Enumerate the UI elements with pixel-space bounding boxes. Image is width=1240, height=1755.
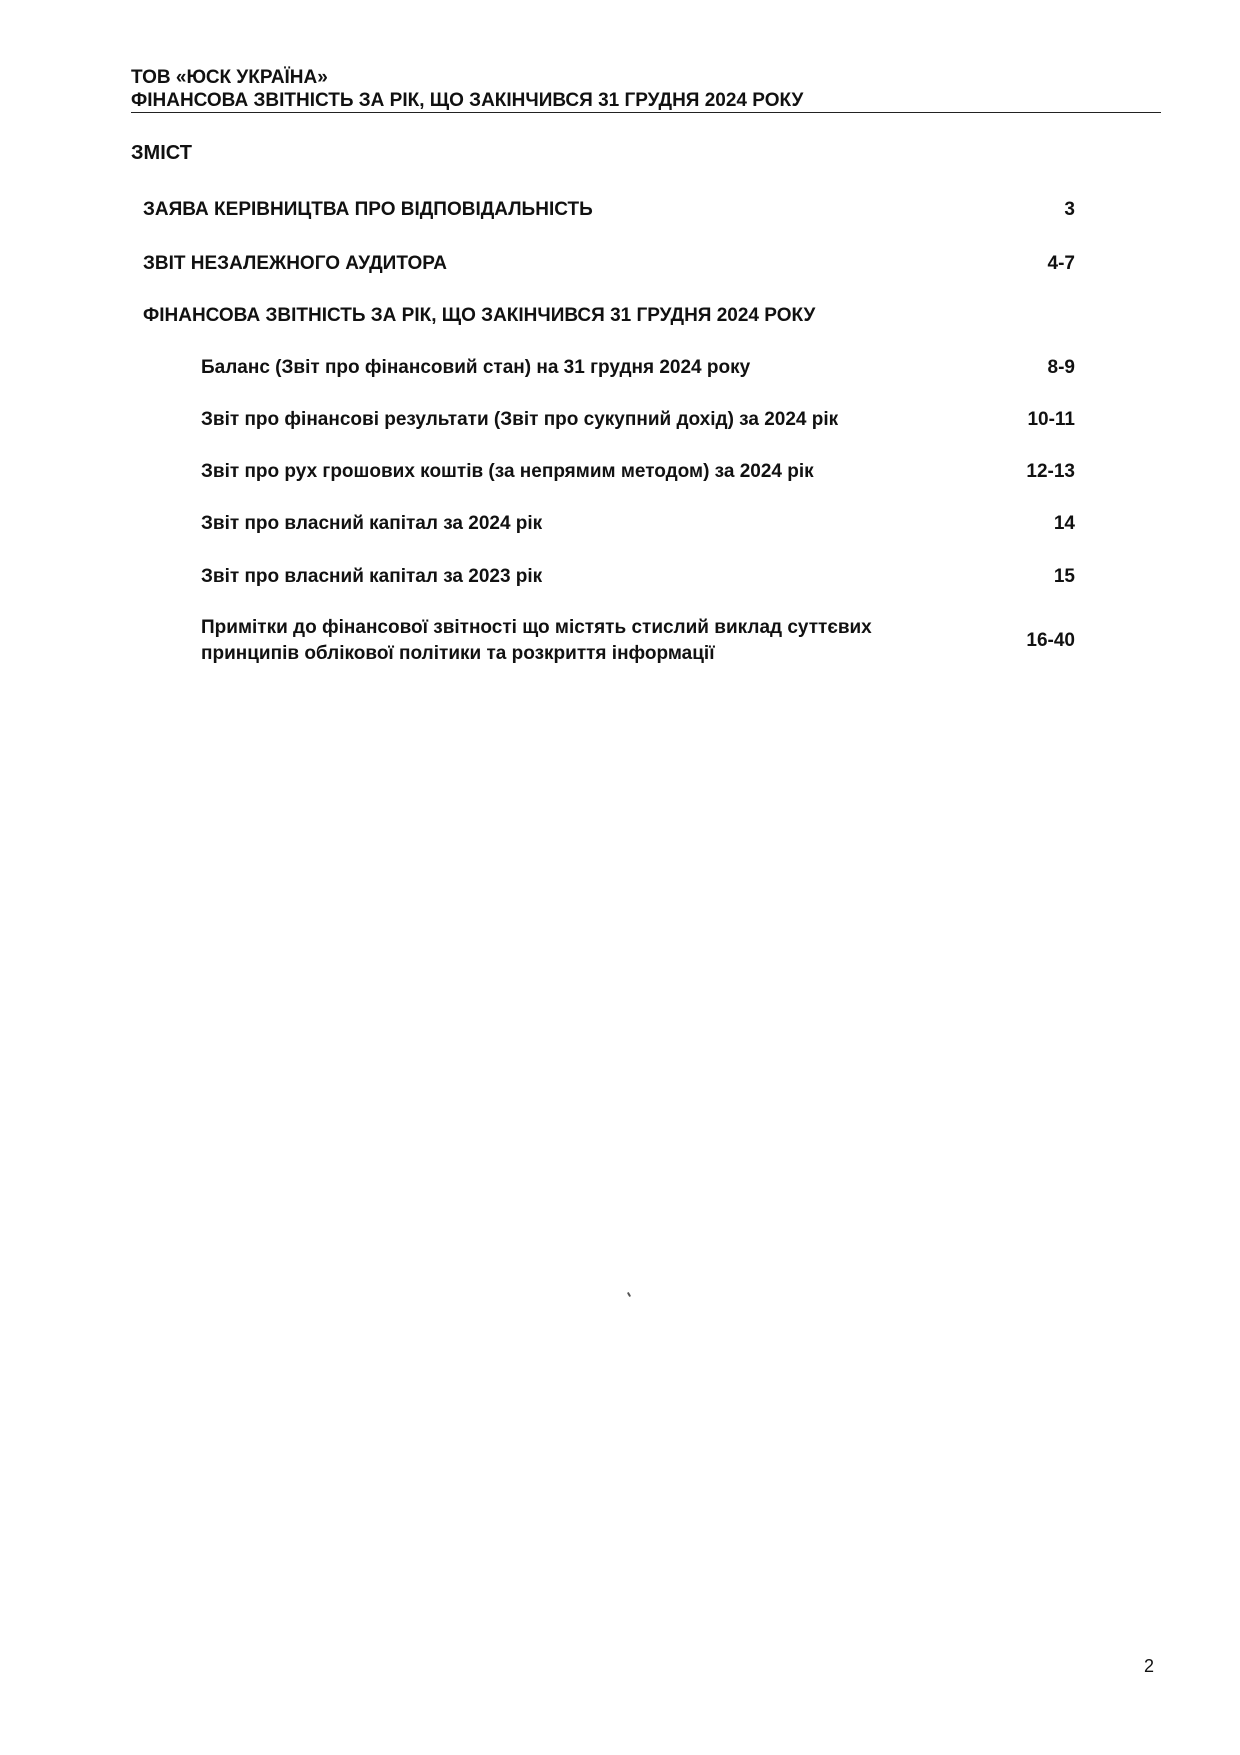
toc-entry-label: Звіт про власний капітал за 2023 рік: [201, 566, 543, 587]
scan-speck: [627, 1292, 631, 1297]
company-name: ТОВ «ЮСК УКРАЇНА»: [131, 67, 328, 88]
toc-entry-label: Звіт про рух грошових коштів (за непрямим методом) за 2024 рік: [201, 461, 814, 482]
toc-entry-label: Баланс (Звіт про фінансовий стан) на 31 грудня 2024 року: [201, 357, 751, 378]
toc-entry-pages: 14: [1053, 513, 1075, 534]
toc-entry-label: Звіт про фінансові результати (Звіт про сукупний дохід) за 2024 рік: [201, 409, 839, 430]
toc-entry-label: Звіт про власний капітал за 2024 рік: [201, 513, 543, 534]
toc-entry-label: Примітки до фінансової звітності що містять стислий виклад суттєвих принципів облікової політики та розкриття інформації: [201, 617, 872, 664]
header-divider: [131, 112, 1161, 113]
toc-entry-label: ЗВІТ НЕЗАЛЕЖНОГО АУДИТОРА: [143, 253, 447, 274]
page-header: [131, 66, 1161, 112]
toc-title: ЗМІСТ: [131, 142, 192, 164]
report-title: ФІНАНСОВА ЗВІТНІСТЬ ЗА РІК, ЩО ЗАКІНЧИВСЯ 31 ГРУДНЯ 2024 РОКУ: [131, 90, 804, 111]
toc-entry-pages: 3: [1064, 199, 1075, 220]
toc-entry-pages: 16-40: [1026, 630, 1075, 651]
toc-entry-pages: 4-7: [1047, 253, 1075, 274]
toc-entry-pages: 12-13: [1026, 461, 1075, 482]
page-number: 2: [1143, 1656, 1154, 1676]
toc-entry-pages: 10-11: [1027, 409, 1075, 430]
toc-entry-pages: 15: [1053, 566, 1075, 587]
toc-entry-pages: 8-9: [1047, 357, 1075, 378]
toc-entry-label: ФІНАНСОВА ЗВІТНІСТЬ ЗА РІК, ЩО ЗАКІНЧИВСЯ 31 ГРУДНЯ 2024 РОКУ: [143, 305, 816, 326]
toc-entry-label: ЗАЯВА КЕРІВНИЦТВА ПРО ВІДПОВІДАЛЬНІСТЬ: [143, 199, 593, 220]
